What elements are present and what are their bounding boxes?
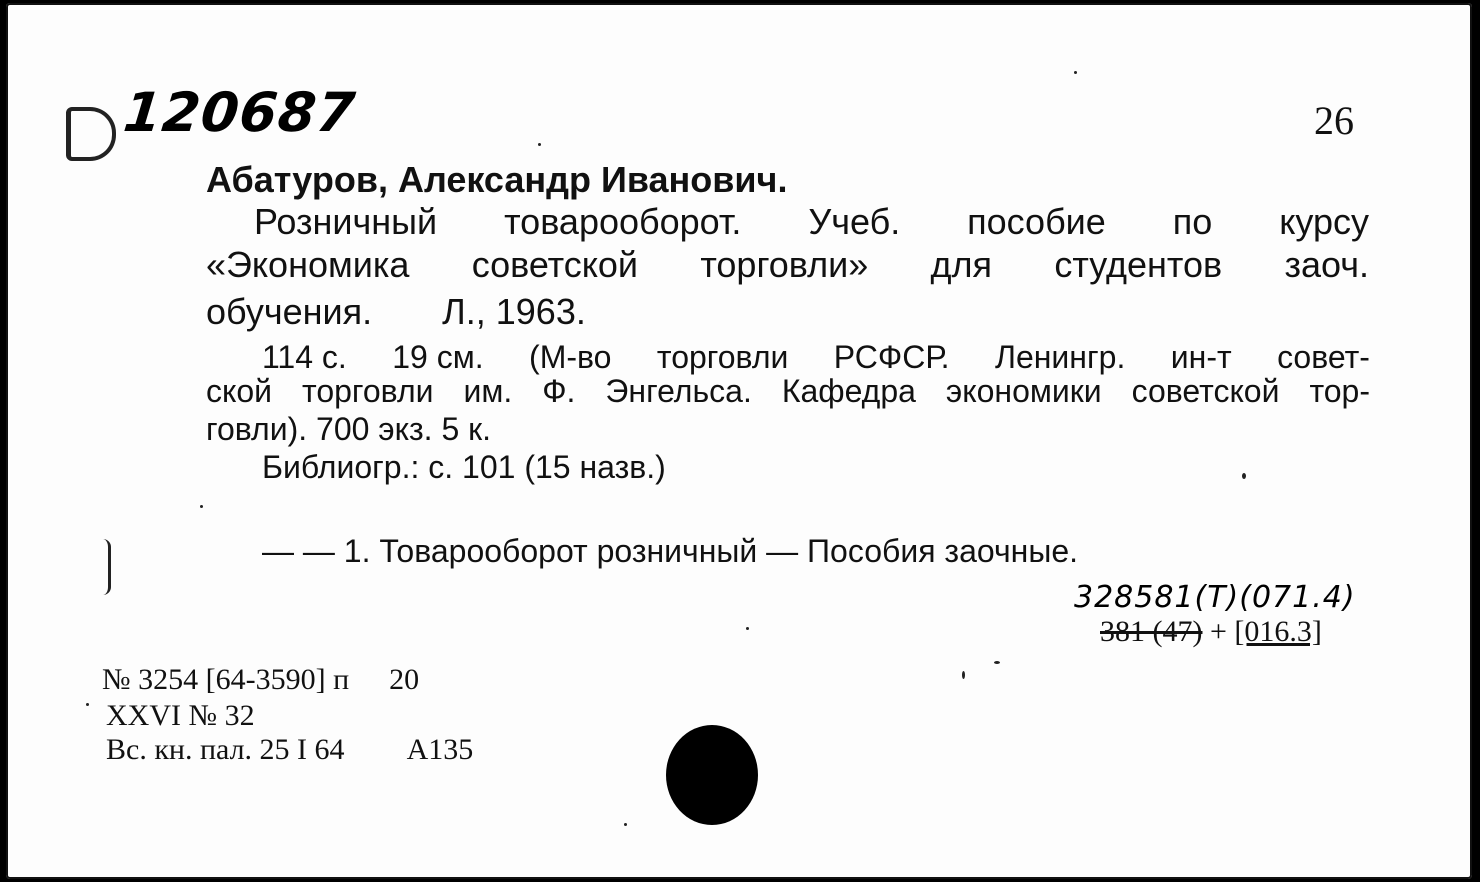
registry-number: № 3254 [64-3590] п xyxy=(102,663,350,696)
description-line-3: говли). 700 экз. 5 к. xyxy=(206,411,492,447)
bibliography-note: Библиогр.: с. 101 (15 назв.) xyxy=(262,449,666,485)
dust-speck xyxy=(962,671,965,679)
desc-word: Энгельса. xyxy=(605,373,752,409)
imprint: Л., 1963. xyxy=(442,291,586,332)
title-word: заоч. xyxy=(1284,244,1369,285)
desc-word: 19 см. xyxy=(392,339,484,375)
title-word: для xyxy=(930,244,993,285)
title-word: советской xyxy=(471,244,639,285)
dust-speck xyxy=(538,143,541,146)
card-number: 26 xyxy=(1314,98,1354,143)
margin-pencil-mark xyxy=(102,539,111,595)
dust-speck xyxy=(200,505,203,508)
title-word: по xyxy=(1172,201,1213,242)
author-heading: Абатуров, Александр Иванович. xyxy=(206,159,788,200)
description-line-1 xyxy=(262,339,1370,376)
subject-heading: — — 1. Товарооборот розничный — Пособия заочные. xyxy=(262,533,1079,569)
dust-speck xyxy=(1242,473,1246,479)
desc-word: торговли xyxy=(656,339,789,375)
registry-line-1 xyxy=(102,663,419,697)
handwritten-card-id: 120687 xyxy=(120,81,359,144)
title-word: Розничный xyxy=(254,201,438,242)
registry-line-3 xyxy=(106,733,473,767)
class-code: [016.3] xyxy=(1234,615,1322,648)
catalog-card xyxy=(6,3,1472,879)
title-word: торговли» xyxy=(700,244,869,285)
dust-speck xyxy=(624,823,627,826)
registry-line-2: XXVI № 32 xyxy=(106,699,255,732)
chamber-code: A135 xyxy=(406,733,474,766)
title-word: обучения. xyxy=(206,291,373,332)
registry-count: 20 xyxy=(389,663,420,696)
desc-word: совет- xyxy=(1277,339,1370,375)
class-plus: + xyxy=(1202,615,1235,648)
description-line-2 xyxy=(206,373,1370,410)
desc-word: экономики xyxy=(945,373,1102,409)
title-word: студентов xyxy=(1054,244,1223,285)
desc-word: 114 с. xyxy=(262,339,347,375)
dust-speck xyxy=(994,661,1000,664)
desc-word: ской xyxy=(206,373,273,409)
punch-hole xyxy=(666,725,758,825)
desc-word: Ф. xyxy=(542,373,576,409)
title-word: «Экономика xyxy=(206,244,410,285)
d-stamp-mark xyxy=(66,107,116,161)
desc-word: Ленингр. xyxy=(994,339,1126,375)
printed-classification xyxy=(1100,615,1322,649)
desc-word: РСФСР. xyxy=(833,339,950,375)
desc-word: ин-т xyxy=(1170,339,1232,375)
dust-speck xyxy=(86,703,89,706)
struck-class-code: 381 (47) xyxy=(1100,615,1203,648)
title-word: Учеб. xyxy=(808,201,901,242)
title-word: товарооборот. xyxy=(504,201,742,242)
dust-speck xyxy=(746,627,749,630)
dust-speck xyxy=(1074,71,1077,74)
title-word: пособие xyxy=(967,201,1106,242)
desc-word: им. xyxy=(463,373,513,409)
desc-word: торговли xyxy=(302,373,434,409)
title-line-1 xyxy=(254,201,1369,243)
title-line-3 xyxy=(206,291,586,333)
desc-word: Кафедра xyxy=(781,373,916,409)
handwritten-classification: 328581(Т)(071.4) xyxy=(1074,580,1356,615)
desc-word: советской xyxy=(1131,373,1280,409)
desc-word: (М-во xyxy=(529,339,612,375)
title-word: курсу xyxy=(1279,201,1369,242)
title-line-2 xyxy=(206,244,1369,286)
chamber-note: Вс. кн. пал. 25 I 64 xyxy=(106,733,345,766)
desc-word: тор- xyxy=(1309,373,1370,409)
